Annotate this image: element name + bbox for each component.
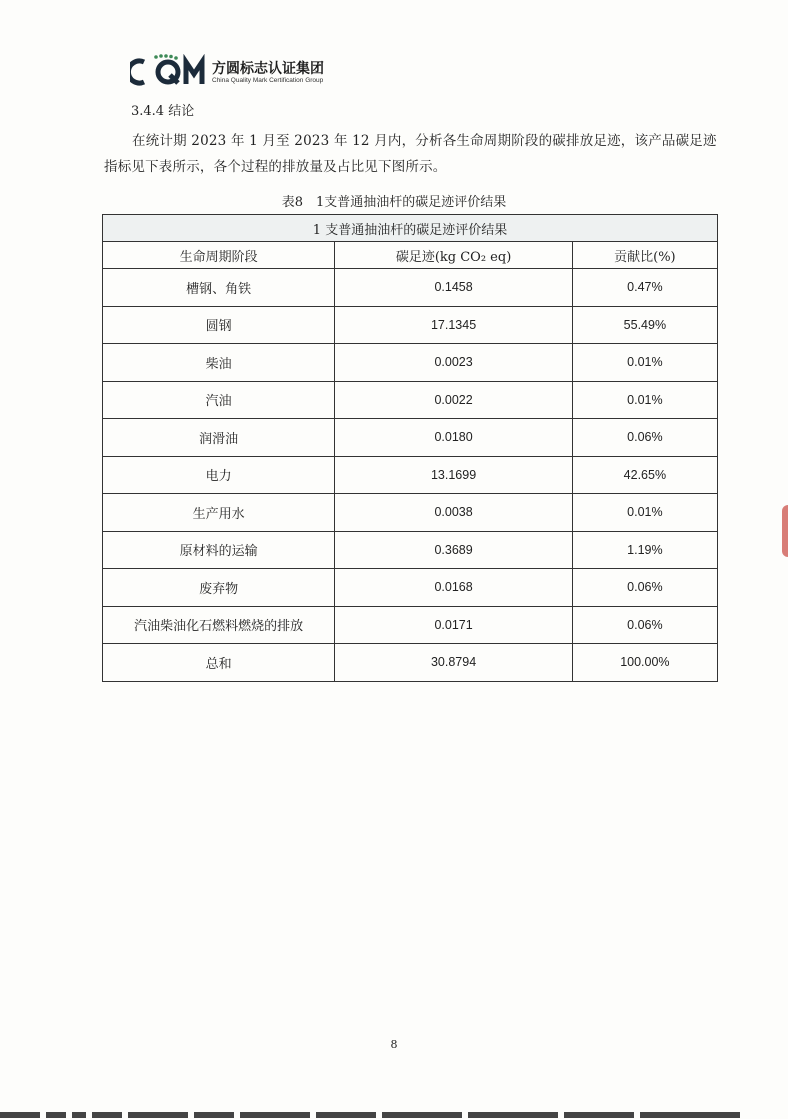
table-total-row: [103, 644, 718, 682]
section-heading: [131, 100, 194, 119]
contribution-cell: 100.00%: [572, 644, 717, 682]
page-number: 8: [390, 1038, 398, 1051]
stage-cell: 电力: [103, 456, 335, 494]
section-number: 3.4.4: [131, 104, 165, 119]
stage-cell: 润滑油: [103, 419, 335, 457]
footprint-cell: 0.0022: [335, 381, 572, 419]
table-header-row: [103, 242, 718, 269]
footprint-cell: 0.3689: [335, 531, 572, 569]
contribution-cell: 0.01%: [572, 381, 717, 419]
column-header-contribution: 贡献比(%): [572, 242, 717, 269]
contribution-cell: 42.65%: [572, 456, 717, 494]
footprint-cell: 13.1699: [335, 456, 572, 494]
table-row: [103, 419, 718, 457]
footprint-cell: 17.1345: [335, 306, 572, 344]
table-row: [103, 344, 718, 382]
stage-cell: 废弃物: [103, 569, 335, 607]
contribution-cell: 55.49%: [572, 306, 717, 344]
stage-cell: 总和: [103, 644, 335, 682]
company-name-cn: 方圆标志认证集团: [212, 61, 324, 77]
column-header-stage: 生命周期阶段: [103, 242, 335, 269]
section-title: 结论: [168, 104, 195, 119]
contribution-cell: 0.06%: [572, 606, 717, 644]
footprint-cell: 0.0023: [335, 344, 572, 382]
footprint-cell: 0.0180: [335, 419, 572, 457]
table-title: 1 支普通抽油杆的碳足迹评价结果: [103, 215, 718, 242]
stage-cell: 原材料的运输: [103, 531, 335, 569]
stage-cell: 槽钢、角铁: [103, 269, 335, 307]
footprint-cell: 0.0038: [335, 494, 572, 532]
carbon-footprint-table: [102, 214, 718, 682]
company-name-en: China Quality Mark Certification Group: [212, 77, 324, 84]
contribution-cell: 0.01%: [572, 494, 717, 532]
cqm-logo: [130, 52, 370, 88]
table-row: [103, 456, 718, 494]
stage-cell: 圆钢: [103, 306, 335, 344]
contribution-cell: 0.06%: [572, 569, 717, 607]
table-title-row: [103, 215, 718, 242]
footprint-cell: 30.8794: [335, 644, 572, 682]
seal-stamp-edge: [782, 505, 788, 557]
table-row: [103, 306, 718, 344]
stage-cell: 生产用水: [103, 494, 335, 532]
footprint-cell: 0.0168: [335, 569, 572, 607]
footprint-cell: 0.0171: [335, 606, 572, 644]
table-caption: 表8 1支普通抽油杆的碳足迹评价结果: [281, 195, 507, 210]
scan-bottom-strip: [0, 1108, 788, 1119]
table-row: [103, 381, 718, 419]
table-row: [103, 494, 718, 532]
footprint-cell: 0.1458: [335, 269, 572, 307]
contribution-cell: 0.47%: [572, 269, 717, 307]
column-header-footprint: 碳足迹(kg CO₂ eq): [335, 242, 572, 269]
stage-cell: 柴油: [103, 344, 335, 382]
table-row: [103, 606, 718, 644]
table-row: [103, 569, 718, 607]
contribution-cell: 0.01%: [572, 344, 717, 382]
stage-cell: 汽油柴油化石燃料燃烧的排放: [103, 606, 335, 644]
contribution-cell: 0.06%: [572, 419, 717, 457]
contribution-cell: 1.19%: [572, 531, 717, 569]
stage-cell: 汽油: [103, 381, 335, 419]
table-row: [103, 531, 718, 569]
table-row: [103, 269, 718, 307]
cqm-logo-icon: [130, 54, 210, 88]
conclusion-paragraph: 在统计期 2023 年 1 月至 2023 年 12 月内，分析各生命周期阶段的碳排放足迹，该产品碳足迹指标见下表所示，各个过程的排放量及占比见下图所示。: [104, 133, 717, 175]
